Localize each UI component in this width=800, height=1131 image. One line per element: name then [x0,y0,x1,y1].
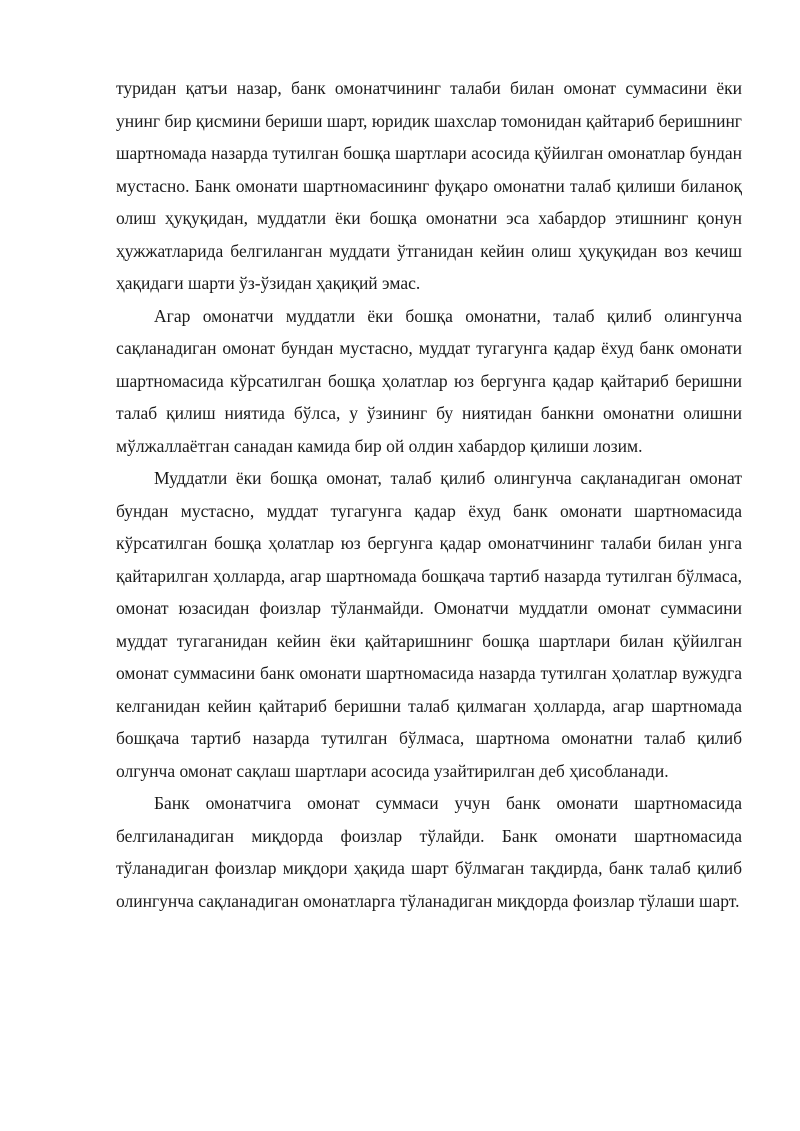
paragraph-continuation: туридан қатъи назар, банк омонатчининг талаби билан омонат суммасини ёки унинг бир қисмини бериши шарт, юридик шахслар томонидан қайтариб беришнинг шартномада назарда тутилган бошқа шартлари асосида қўйилган омонатлар бундан мустасно. Банк омонати шартномасининг фуқаро омонатни талаб қилиши биланоқ олиш ҳуқуқидан, муддатли ёки бошқа омонатни эса хабардор этишнинг қонун ҳужжатларида белгиланган муддати ўтганидан кейин олиш ҳуқуқидан воз кечиш ҳақидаги шарти ўз-ўзидан ҳақиқий эмас. [116,78,742,293]
paragraph-notice-withdrawal: Агар омонатчи муддатли ёки бошқа омонатни, талаб қилиб олингунча сақланадиган омонат бундан мустасно, муддат тугагунга қадар ёхуд банк омонати шартномасида кўрсатилган бошқа ҳолатлар юз бергунга қадар қайтариб беришни талаб қилиш ниятида бўлса, у ўзининг бу ниятидан банкни омонатни олишни мўлжаллаётган санадан камида бир ой олдин хабардор қилиши лозим. [116,305,742,456]
paragraph-interest-payment: Банк омонатчига омонат суммаси учун банк омонати шартномасида белгиланадиган миқдорда фоизлар тўлайди. Банк омонати шартномасида тўланадиган фоизлар миқдори ҳақида шарт бўлмаган тақдирда, банк талаб қилиб олингунча сақланадиган омонатларга тўланадиган миқдорда фоизлар тўлаши шарт. [116,793,742,911]
paragraph-early-withdrawal-interest: Муддатли ёки бошқа омонат, талаб қилиб олингунча сақланадиган омонат бундан мустасно, муддат тугагунга қадар ёхуд банк омонати шартномасида кўрсатилган бошқа ҳолатлар юз бергунга қадар омонатчининг талаби билан унга қайтарилган ҳолларда, агар шартномада бошқача тартиб назарда тутилган бўлмаса, омонат юзасидан фоизлар тўланмайди. Омонатчи муддатли омонат суммасини муддат тугаганидан кейин ёки қайтаришнинг бошқа шартлари билан қўйилган омонат суммасини банк омонати шартномасида назарда тутилган ҳолатлар вужудга келганидан кейин қайтариб беришни талаб қилмаган ҳолларда, агар шартномада бошқача тартиб назарда тутилган бўлмаса, шартнома омонатни талаб қилиб олгунча омонат сақлаш шартлари асосида узайтирилган деб ҳисобланади. [116,468,742,781]
document-body [116,72,742,917]
